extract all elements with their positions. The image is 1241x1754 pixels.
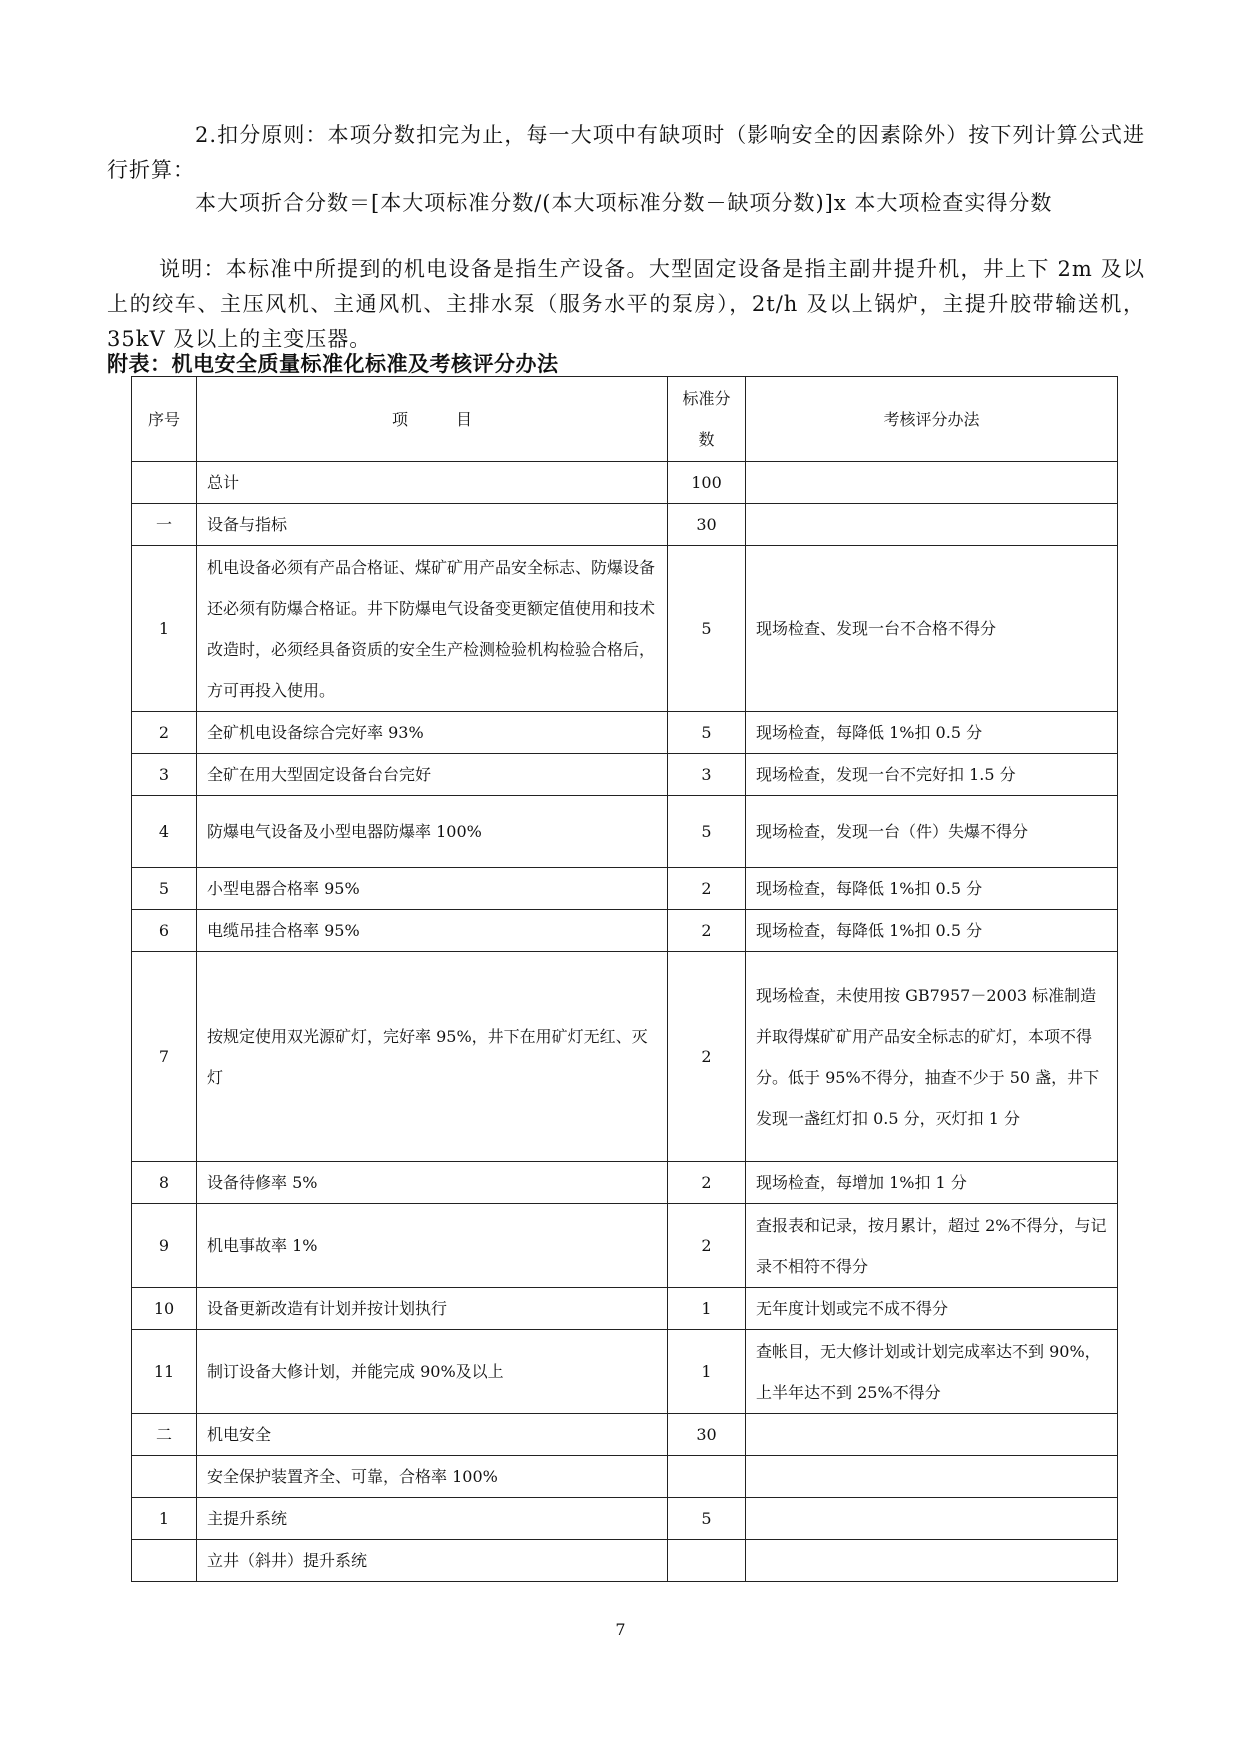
row-score-cell: 30 <box>668 504 746 546</box>
row-number-cell: 11 <box>132 1330 197 1414</box>
row-item-cell: 全矿机电设备综合完好率 93% <box>197 712 668 754</box>
row-method-cell <box>746 504 1118 546</box>
row-score-cell: 5 <box>668 796 746 868</box>
appendix-title: 附表：机电安全质量标准化标准及考核评分办法 <box>107 352 559 376</box>
row-item-cell: 总计 <box>197 462 668 504</box>
row-score-cell: 5 <box>668 1498 746 1540</box>
table-row <box>132 546 1118 712</box>
row-number-cell <box>132 1540 197 1582</box>
header-item: 项 目 <box>197 377 668 462</box>
table-row <box>132 1288 1118 1330</box>
row-method-cell: 现场检查，每降低 1%扣 0.5 分 <box>746 712 1118 754</box>
row-number-cell: 9 <box>132 1204 197 1288</box>
row-score-cell: 1 <box>668 1330 746 1414</box>
table-row <box>132 1498 1118 1540</box>
table-row <box>132 796 1118 868</box>
row-item-cell: 设备与指标 <box>197 504 668 546</box>
scoring-table <box>131 376 1118 1582</box>
table-row <box>132 1540 1118 1582</box>
row-score-cell: 5 <box>668 546 746 712</box>
row-number-cell <box>132 462 197 504</box>
row-score-cell: 2 <box>668 910 746 952</box>
row-number-cell <box>132 1456 197 1498</box>
row-number-cell: 6 <box>132 910 197 952</box>
table-row <box>132 462 1118 504</box>
row-score-cell: 2 <box>668 1162 746 1204</box>
row-method-cell: 现场检查，每降低 1%扣 0.5 分 <box>746 910 1118 952</box>
formula-paragraph: 本大项折合分数＝[本大项标准分数/(本大项标准分数－缺项分数)]x 本大项检查实得分数 <box>195 191 1053 215</box>
row-method-cell: 现场检查，未使用按 GB7957－2003 标准制造并取得煤矿矿用产品安全标志的矿灯，本项不得分。低于 95%不得分，抽查不少于 50 盏，井下发现一盏红灯扣 0.5 分，灭灯扣 1 分 <box>746 952 1118 1162</box>
table-row <box>132 504 1118 546</box>
row-item-cell: 小型电器合格率 95% <box>197 868 668 910</box>
row-method-cell: 现场检查，每增加 1%扣 1 分 <box>746 1162 1118 1204</box>
header-method: 考核评分办法 <box>746 377 1118 462</box>
row-method-cell: 无年度计划或完不成不得分 <box>746 1288 1118 1330</box>
row-score-cell: 5 <box>668 712 746 754</box>
row-score-cell <box>668 1456 746 1498</box>
row-score-cell: 2 <box>668 868 746 910</box>
row-item-cell: 机电设备必须有产品合格证、煤矿矿用产品安全标志、防爆设备还必须有防爆合格证。井下防爆电气设备变更额定值使用和技术改造时，必须经具备资质的安全生产检测检验机构检验合格后，方可再投入使用。 <box>197 546 668 712</box>
deduction-principle-paragraph: 2.扣分原则：本项分数扣完为止，每一大项中有缺项时（影响安全的因素除外）按下列计算公式进行折算： <box>107 123 1145 182</box>
row-method-cell: 查报表和记录，按月累计，超过 2%不得分，与记录不相符不得分 <box>746 1204 1118 1288</box>
row-number-cell: 2 <box>132 712 197 754</box>
row-number-cell: 二 <box>132 1414 197 1456</box>
table-row <box>132 952 1118 1162</box>
row-method-cell <box>746 1540 1118 1582</box>
row-method-cell: 查帐目，无大修计划或计划完成率达不到 90%，上半年达不到 25%不得分 <box>746 1330 1118 1414</box>
row-item-cell: 电缆吊挂合格率 95% <box>197 910 668 952</box>
row-item-cell: 主提升系统 <box>197 1498 668 1540</box>
table-row <box>132 1204 1118 1288</box>
row-number-cell: 3 <box>132 754 197 796</box>
row-number-cell: 7 <box>132 952 197 1162</box>
row-item-cell: 全矿在用大型固定设备台台完好 <box>197 754 668 796</box>
row-item-cell: 按规定使用双光源矿灯，完好率 95%，井下在用矿灯无红、灭灯 <box>197 952 668 1162</box>
row-item-cell: 机电安全 <box>197 1414 668 1456</box>
row-number-cell: 1 <box>132 546 197 712</box>
table-row <box>132 1330 1118 1414</box>
header-score: 标准分数 <box>668 377 746 462</box>
note-paragraph: 说明：本标准中所提到的机电设备是指生产设备。大型固定设备是指主副井提升机，井上下 2m 及以上的绞车、主压风机、主通风机、主排水泵（服务水平的泵房），2t/h 及以上锅炉，主提升胶带输送机，35kV 及以上的主变压器。 <box>107 257 1145 351</box>
table-row <box>132 868 1118 910</box>
row-item-cell: 设备待修率 5% <box>197 1162 668 1204</box>
page-number: 7 <box>615 1620 626 1639</box>
row-item-cell: 立井（斜井）提升系统 <box>197 1540 668 1582</box>
row-score-cell: 30 <box>668 1414 746 1456</box>
row-score-cell: 3 <box>668 754 746 796</box>
row-method-cell: 现场检查、发现一台不合格不得分 <box>746 546 1118 712</box>
row-score-cell <box>668 1540 746 1582</box>
table-row <box>132 712 1118 754</box>
row-method-cell: 现场检查，发现一台（件）失爆不得分 <box>746 796 1118 868</box>
row-score-cell: 1 <box>668 1288 746 1330</box>
table-row <box>132 1456 1118 1498</box>
table-row <box>132 1414 1118 1456</box>
table-body <box>132 462 1118 1582</box>
row-number-cell: 5 <box>132 868 197 910</box>
row-method-cell <box>746 1498 1118 1540</box>
row-item-cell: 机电事故率 1% <box>197 1204 668 1288</box>
row-item-cell: 制订设备大修计划，并能完成 90%及以上 <box>197 1330 668 1414</box>
table-row <box>132 910 1118 952</box>
table-row <box>132 754 1118 796</box>
row-item-cell: 安全保护装置齐全、可靠，合格率 100% <box>197 1456 668 1498</box>
row-item-cell: 防爆电气设备及小型电器防爆率 100% <box>197 796 668 868</box>
row-method-cell <box>746 462 1118 504</box>
table-row <box>132 1162 1118 1204</box>
row-score-cell: 100 <box>668 462 746 504</box>
row-method-cell <box>746 1456 1118 1498</box>
row-number-cell: 10 <box>132 1288 197 1330</box>
header-no: 序号 <box>132 377 197 462</box>
row-score-cell: 2 <box>668 1204 746 1288</box>
row-number-cell: 4 <box>132 796 197 868</box>
row-method-cell: 现场检查，发现一台不完好扣 1.5 分 <box>746 754 1118 796</box>
row-item-cell: 设备更新改造有计划并按计划执行 <box>197 1288 668 1330</box>
row-number-cell: 一 <box>132 504 197 546</box>
table-header-row <box>132 377 1118 462</box>
row-number-cell: 8 <box>132 1162 197 1204</box>
row-method-cell <box>746 1414 1118 1456</box>
row-method-cell: 现场检查，每降低 1%扣 0.5 分 <box>746 868 1118 910</box>
row-number-cell: 1 <box>132 1498 197 1540</box>
row-score-cell: 2 <box>668 952 746 1162</box>
